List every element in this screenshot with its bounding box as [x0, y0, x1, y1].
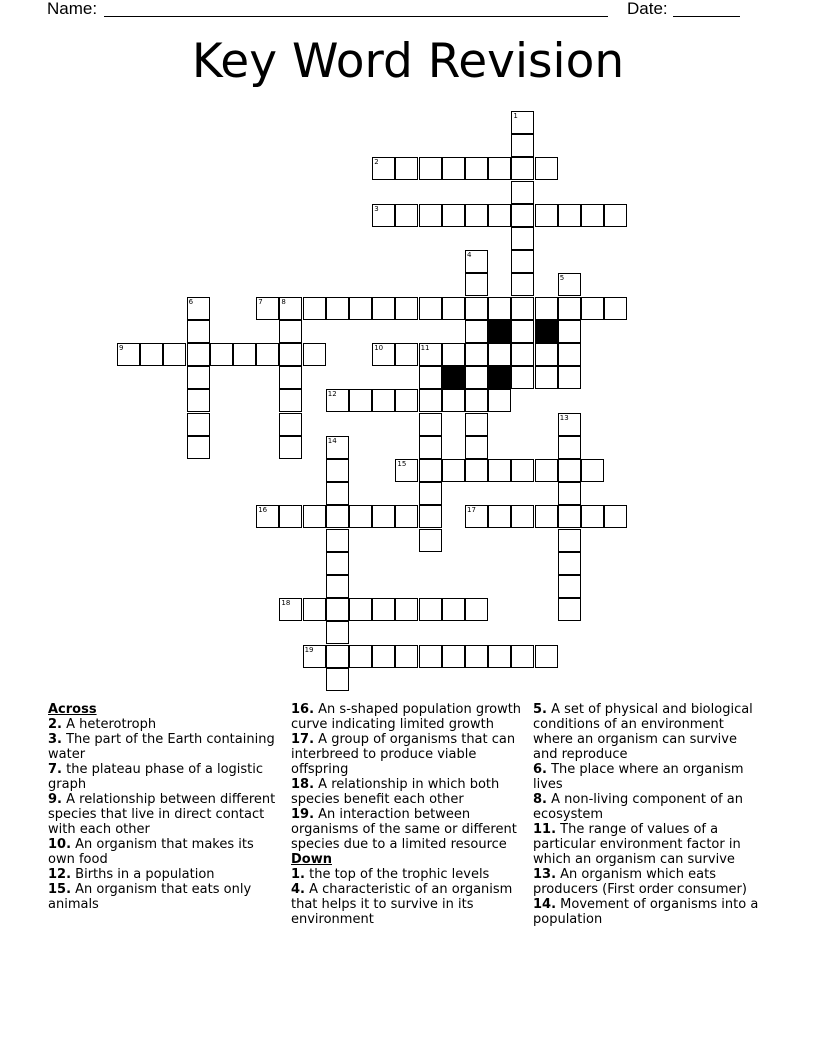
crossword-cell[interactable]	[535, 505, 558, 528]
clue-item	[48, 792, 280, 837]
crossword-cell[interactable]	[558, 204, 581, 227]
clue-item-text: Births in a population	[71, 867, 215, 882]
clue-number: 1	[513, 112, 518, 120]
crossword-cell[interactable]	[558, 575, 581, 598]
crossword-cell[interactable]	[326, 482, 349, 505]
crossword-cell[interactable]	[349, 645, 372, 668]
clue-item-text: the top of the trophic levels	[304, 867, 490, 882]
clue-item-text: A heterotroph	[61, 717, 157, 732]
crossword-cell[interactable]	[442, 598, 465, 621]
crossword-cell[interactable]	[465, 413, 488, 436]
crossword-cell[interactable]	[372, 343, 395, 366]
clue-item-number: 4.	[291, 882, 305, 897]
clue-number: 14	[327, 436, 337, 445]
crossword-cell[interactable]	[326, 552, 349, 575]
crossword-cell[interactable]	[395, 645, 418, 668]
clue-item	[291, 882, 523, 927]
crossword-cell[interactable]	[419, 459, 442, 482]
down-heading: Down	[291, 852, 332, 867]
crossword-cell[interactable]	[187, 343, 210, 366]
crossword-cell[interactable]	[511, 250, 534, 273]
clue-item-text: The part of the Earth containing water	[48, 732, 275, 762]
crossword-cell[interactable]	[558, 297, 581, 320]
crossword-cell[interactable]	[419, 598, 442, 621]
clue-item-number: 8.	[533, 792, 547, 807]
name-field[interactable]	[104, 16, 608, 17]
clue-item	[48, 882, 280, 912]
crossword-cell[interactable]	[419, 482, 442, 505]
crossword-cell[interactable]	[511, 505, 534, 528]
crossword-cell[interactable]	[465, 459, 488, 482]
crossword-cell[interactable]	[372, 389, 395, 412]
clue-item	[533, 762, 765, 792]
crossword-cell[interactable]	[465, 343, 488, 366]
crossword-cell[interactable]	[372, 645, 395, 668]
crossword-cell[interactable]	[604, 204, 627, 227]
crossword-black-cell	[535, 320, 558, 343]
crossword-cell[interactable]	[558, 413, 581, 436]
student-info-header	[0, 0, 816, 22]
clue-item-number: 11.	[533, 822, 557, 837]
clues-column-1	[48, 702, 280, 912]
crossword-cell[interactable]	[488, 645, 511, 668]
crossword-cell[interactable]	[558, 320, 581, 343]
crossword-cell[interactable]	[256, 297, 279, 320]
clue-item-text: A set of physical and biological conditions of an environment where an organism can survive and reproduce	[533, 702, 753, 762]
crossword-cell[interactable]	[256, 343, 279, 366]
clue-item-number: 19.	[291, 807, 315, 822]
clue-item-text: A characteristic of an organism that helps it to survive in its environment	[291, 882, 513, 927]
clue-number: 7	[258, 297, 263, 306]
crossword-cell[interactable]	[279, 505, 302, 528]
clue-item	[533, 792, 765, 822]
clue-item-number: 9.	[48, 792, 62, 807]
crossword-cell[interactable]	[442, 297, 465, 320]
crossword-cell[interactable]	[419, 645, 442, 668]
date-label: Date:	[627, 0, 668, 18]
clue-number: 5	[559, 274, 565, 283]
crossword-cell[interactable]	[558, 552, 581, 575]
clue-item-text: A group of organisms that can interbreed to produce viable offspring	[291, 732, 516, 777]
crossword-cell[interactable]	[279, 343, 302, 366]
clue-number: 10	[374, 344, 384, 352]
crossword-cell[interactable]	[187, 413, 210, 436]
crossword-cell[interactable]	[604, 505, 627, 528]
crossword-cell[interactable]	[511, 366, 534, 389]
clue-item-text: The place where an organism lives	[533, 762, 744, 792]
clue-item	[48, 867, 280, 882]
crossword-cell[interactable]	[372, 204, 395, 227]
crossword-cell[interactable]	[535, 366, 558, 389]
crossword-cell[interactable]	[488, 343, 511, 366]
crossword-cell[interactable]	[419, 389, 442, 412]
clue-number: 6	[188, 297, 194, 306]
crossword-cell[interactable]	[511, 157, 534, 180]
clue-item-number: 2.	[48, 717, 62, 732]
crossword-cell[interactable]	[558, 459, 581, 482]
crossword-cell[interactable]	[488, 204, 511, 227]
crossword-cell[interactable]	[465, 366, 488, 389]
crossword-cell[interactable]	[187, 366, 210, 389]
crossword-cell[interactable]	[581, 204, 604, 227]
clue-item-text: A non-living component of an ecosystem	[533, 792, 743, 822]
crossword-black-cell	[488, 320, 511, 343]
crossword-cell[interactable]	[210, 343, 233, 366]
crossword-cell[interactable]	[488, 157, 511, 180]
crossword-cell[interactable]	[442, 343, 465, 366]
clue-item-number: 10.	[48, 837, 72, 852]
crossword-cell[interactable]	[511, 297, 534, 320]
clue-number: 3	[374, 204, 379, 213]
clue-number: 11	[420, 344, 430, 352]
clue-item	[291, 702, 523, 732]
crossword-cell[interactable]	[326, 575, 349, 598]
clue-item-number: 3.	[48, 732, 62, 747]
clue-item	[48, 762, 280, 792]
clue-item	[533, 702, 765, 762]
clue-item-text: A relationship between different species that live in direct contact with each other	[48, 792, 276, 837]
crossword-cell[interactable]	[511, 204, 534, 227]
crossword-cell[interactable]	[326, 297, 349, 320]
crossword-cell[interactable]	[419, 343, 442, 366]
crossword-cell[interactable]	[279, 436, 302, 459]
crossword-cell[interactable]	[511, 227, 534, 250]
crossword-cell[interactable]	[279, 320, 302, 343]
crossword-cell[interactable]	[349, 389, 372, 412]
clue-item	[48, 837, 280, 867]
clue-item-number: 5.	[533, 702, 547, 717]
crossword-cell[interactable]	[558, 366, 581, 389]
clue-number: 9	[119, 344, 124, 352]
clue-item	[291, 807, 523, 852]
crossword-cell[interactable]	[395, 157, 418, 180]
crossword-cell[interactable]	[326, 645, 349, 668]
crossword-cell[interactable]	[326, 621, 349, 644]
clue-item	[533, 867, 765, 897]
clue-item-number: 6.	[533, 762, 547, 777]
crossword-cell[interactable]	[535, 297, 558, 320]
crossword-cell[interactable]	[511, 645, 534, 668]
crossword-cell[interactable]	[581, 297, 604, 320]
crossword-cell[interactable]	[419, 436, 442, 459]
crossword-cell[interactable]	[395, 297, 418, 320]
crossword-cell[interactable]	[326, 598, 349, 621]
crossword-cell[interactable]	[535, 343, 558, 366]
crossword-cell[interactable]	[419, 413, 442, 436]
clue-number: 18	[281, 599, 291, 608]
crossword-cell[interactable]	[419, 505, 442, 528]
crossword-cell[interactable]	[349, 297, 372, 320]
crossword-cell[interactable]	[279, 598, 302, 621]
crossword-cell[interactable]	[187, 297, 210, 320]
crossword-cell[interactable]	[558, 343, 581, 366]
clue-item	[291, 732, 523, 777]
crossword-cell[interactable]	[419, 529, 442, 552]
crossword-cell[interactable]	[465, 273, 488, 296]
clue-item-number: 15.	[48, 882, 72, 897]
crossword-cell[interactable]	[372, 598, 395, 621]
crossword-cell[interactable]	[465, 204, 488, 227]
clue-item-number: 14.	[533, 897, 557, 912]
crossword-cell[interactable]	[558, 482, 581, 505]
clue-item-text: An organism that makes its own food	[48, 837, 254, 867]
crossword-cell[interactable]	[303, 343, 326, 366]
crossword-cell[interactable]	[163, 343, 186, 366]
crossword-cell[interactable]	[511, 273, 534, 296]
crossword-cell[interactable]	[187, 320, 210, 343]
clue-item-number: 16.	[291, 702, 315, 717]
crossword-cell[interactable]	[349, 598, 372, 621]
clue-item	[48, 732, 280, 762]
crossword-cell[interactable]	[326, 668, 349, 691]
clue-number: 12	[327, 390, 337, 399]
clue-number: 16	[258, 506, 268, 515]
crossword-cell[interactable]	[419, 204, 442, 227]
crossword-cell[interactable]	[511, 320, 534, 343]
clue-item-number: 13.	[533, 867, 557, 882]
clue-number: 13	[559, 413, 569, 422]
crossword-cell[interactable]	[558, 598, 581, 621]
clue-number: 17	[467, 506, 476, 515]
crossword-cell[interactable]	[535, 204, 558, 227]
clue-item-text: An interaction between organisms of the same or different species due to a limited resource	[291, 807, 517, 852]
crossword-cell[interactable]	[395, 389, 418, 412]
crossword-cell[interactable]	[442, 204, 465, 227]
clue-item	[533, 897, 765, 927]
crossword-cell[interactable]	[465, 645, 488, 668]
crossword-cell[interactable]	[117, 343, 140, 366]
clue-item-text: An s-shaped population growth curve indicating limited growth	[291, 702, 522, 732]
crossword-cell[interactable]	[465, 505, 488, 528]
crossword-cell[interactable]	[395, 343, 418, 366]
crossword-cell[interactable]	[419, 297, 442, 320]
crossword-cell[interactable]	[303, 598, 326, 621]
crossword-cell[interactable]	[395, 204, 418, 227]
crossword-cell[interactable]	[372, 157, 395, 180]
crossword-cell[interactable]	[395, 459, 418, 482]
crossword-cell[interactable]	[140, 343, 163, 366]
crossword-cell[interactable]	[465, 389, 488, 412]
crossword-cell[interactable]	[419, 366, 442, 389]
crossword-cell[interactable]	[465, 250, 488, 273]
clues-column-3	[533, 702, 765, 927]
crossword-cell[interactable]	[233, 343, 256, 366]
clue-number: 2	[374, 158, 379, 167]
name-label: Name:	[47, 0, 98, 18]
crossword-cell[interactable]	[535, 459, 558, 482]
crossword-cell[interactable]	[488, 505, 511, 528]
crossword-cell[interactable]	[419, 157, 442, 180]
crossword-cell[interactable]	[372, 505, 395, 528]
crossword-cell[interactable]	[256, 505, 279, 528]
crossword-cell[interactable]	[488, 389, 511, 412]
clue-item-number: 1.	[291, 867, 305, 882]
crossword-cell[interactable]	[581, 505, 604, 528]
clue-item	[48, 717, 280, 732]
crossword-cell[interactable]	[349, 505, 372, 528]
crossword-cell[interactable]	[372, 297, 395, 320]
clue-item	[291, 867, 523, 882]
crossword-cell[interactable]	[465, 598, 488, 621]
crossword-black-cell	[488, 366, 511, 389]
clue-item-number: 12.	[48, 867, 72, 882]
clue-item-text: An organism that eats only animals	[48, 882, 252, 912]
page-title: Key Word Revision	[191, 34, 625, 89]
crossword-cell[interactable]	[326, 529, 349, 552]
crossword-cell[interactable]	[535, 645, 558, 668]
crossword-cell[interactable]	[326, 436, 349, 459]
crossword-cell[interactable]	[511, 181, 534, 204]
crossword-cell[interactable]	[326, 389, 349, 412]
crossword-cell[interactable]	[303, 505, 326, 528]
clue-item	[291, 777, 523, 807]
crossword-cell[interactable]	[303, 297, 326, 320]
crossword-cell[interactable]	[442, 157, 465, 180]
clues-column-2	[291, 702, 523, 927]
crossword-cell[interactable]	[279, 413, 302, 436]
crossword-cell[interactable]	[395, 598, 418, 621]
clue-number: 19	[304, 645, 314, 654]
crossword-cell[interactable]	[581, 459, 604, 482]
crossword-cell[interactable]	[488, 459, 511, 482]
crossword-cell[interactable]	[488, 297, 511, 320]
crossword-cell[interactable]	[465, 157, 488, 180]
date-field[interactable]	[673, 16, 740, 17]
crossword-cell[interactable]	[535, 157, 558, 180]
crossword-cell[interactable]	[465, 436, 488, 459]
crossword-cell[interactable]	[442, 389, 465, 412]
crossword-cell[interactable]	[326, 505, 349, 528]
clue-item-text: Movement of organisms into a population	[533, 897, 759, 927]
clue-number: 4	[467, 251, 472, 260]
crossword-cell[interactable]	[326, 459, 349, 482]
crossword-cell[interactable]	[511, 111, 534, 134]
clue-item-number: 17.	[291, 732, 315, 747]
crossword-cell[interactable]	[558, 529, 581, 552]
across-heading: Across	[48, 702, 97, 717]
clue-number: 15	[397, 460, 407, 468]
clue-item-number: 18.	[291, 777, 315, 792]
crossword-black-cell	[442, 366, 465, 389]
crossword-cell[interactable]	[558, 273, 581, 296]
clue-item	[533, 822, 765, 867]
crossword-cell[interactable]	[442, 459, 465, 482]
clue-item-number: 7.	[48, 762, 62, 777]
crossword-cell[interactable]	[511, 134, 534, 157]
crossword-cell[interactable]	[279, 297, 302, 320]
crossword-cell[interactable]	[511, 459, 534, 482]
clue-item-text: The range of values of a particular environment factor in which an organism can survive	[533, 822, 741, 867]
clue-number: 8	[281, 297, 286, 306]
crossword-cell[interactable]	[465, 297, 488, 320]
clue-item-text: the plateau phase of a logistic graph	[48, 762, 264, 792]
clue-item-text: An organism which eats producers (First order consumer)	[533, 867, 747, 897]
clue-item-text: A relationship in which both species benefit each other	[291, 777, 500, 807]
crossword-cell[interactable]	[187, 389, 210, 412]
crossword-cell[interactable]	[558, 505, 581, 528]
crossword-cell[interactable]	[604, 297, 627, 320]
crossword-cell[interactable]	[558, 436, 581, 459]
crossword-cell[interactable]	[187, 436, 210, 459]
crossword-cell[interactable]	[395, 505, 418, 528]
crossword-cell[interactable]	[511, 343, 534, 366]
crossword-cell[interactable]	[279, 389, 302, 412]
crossword-cell[interactable]	[465, 320, 488, 343]
crossword-cell[interactable]	[303, 645, 326, 668]
crossword-cell[interactable]	[442, 645, 465, 668]
crossword-cell[interactable]	[279, 366, 302, 389]
